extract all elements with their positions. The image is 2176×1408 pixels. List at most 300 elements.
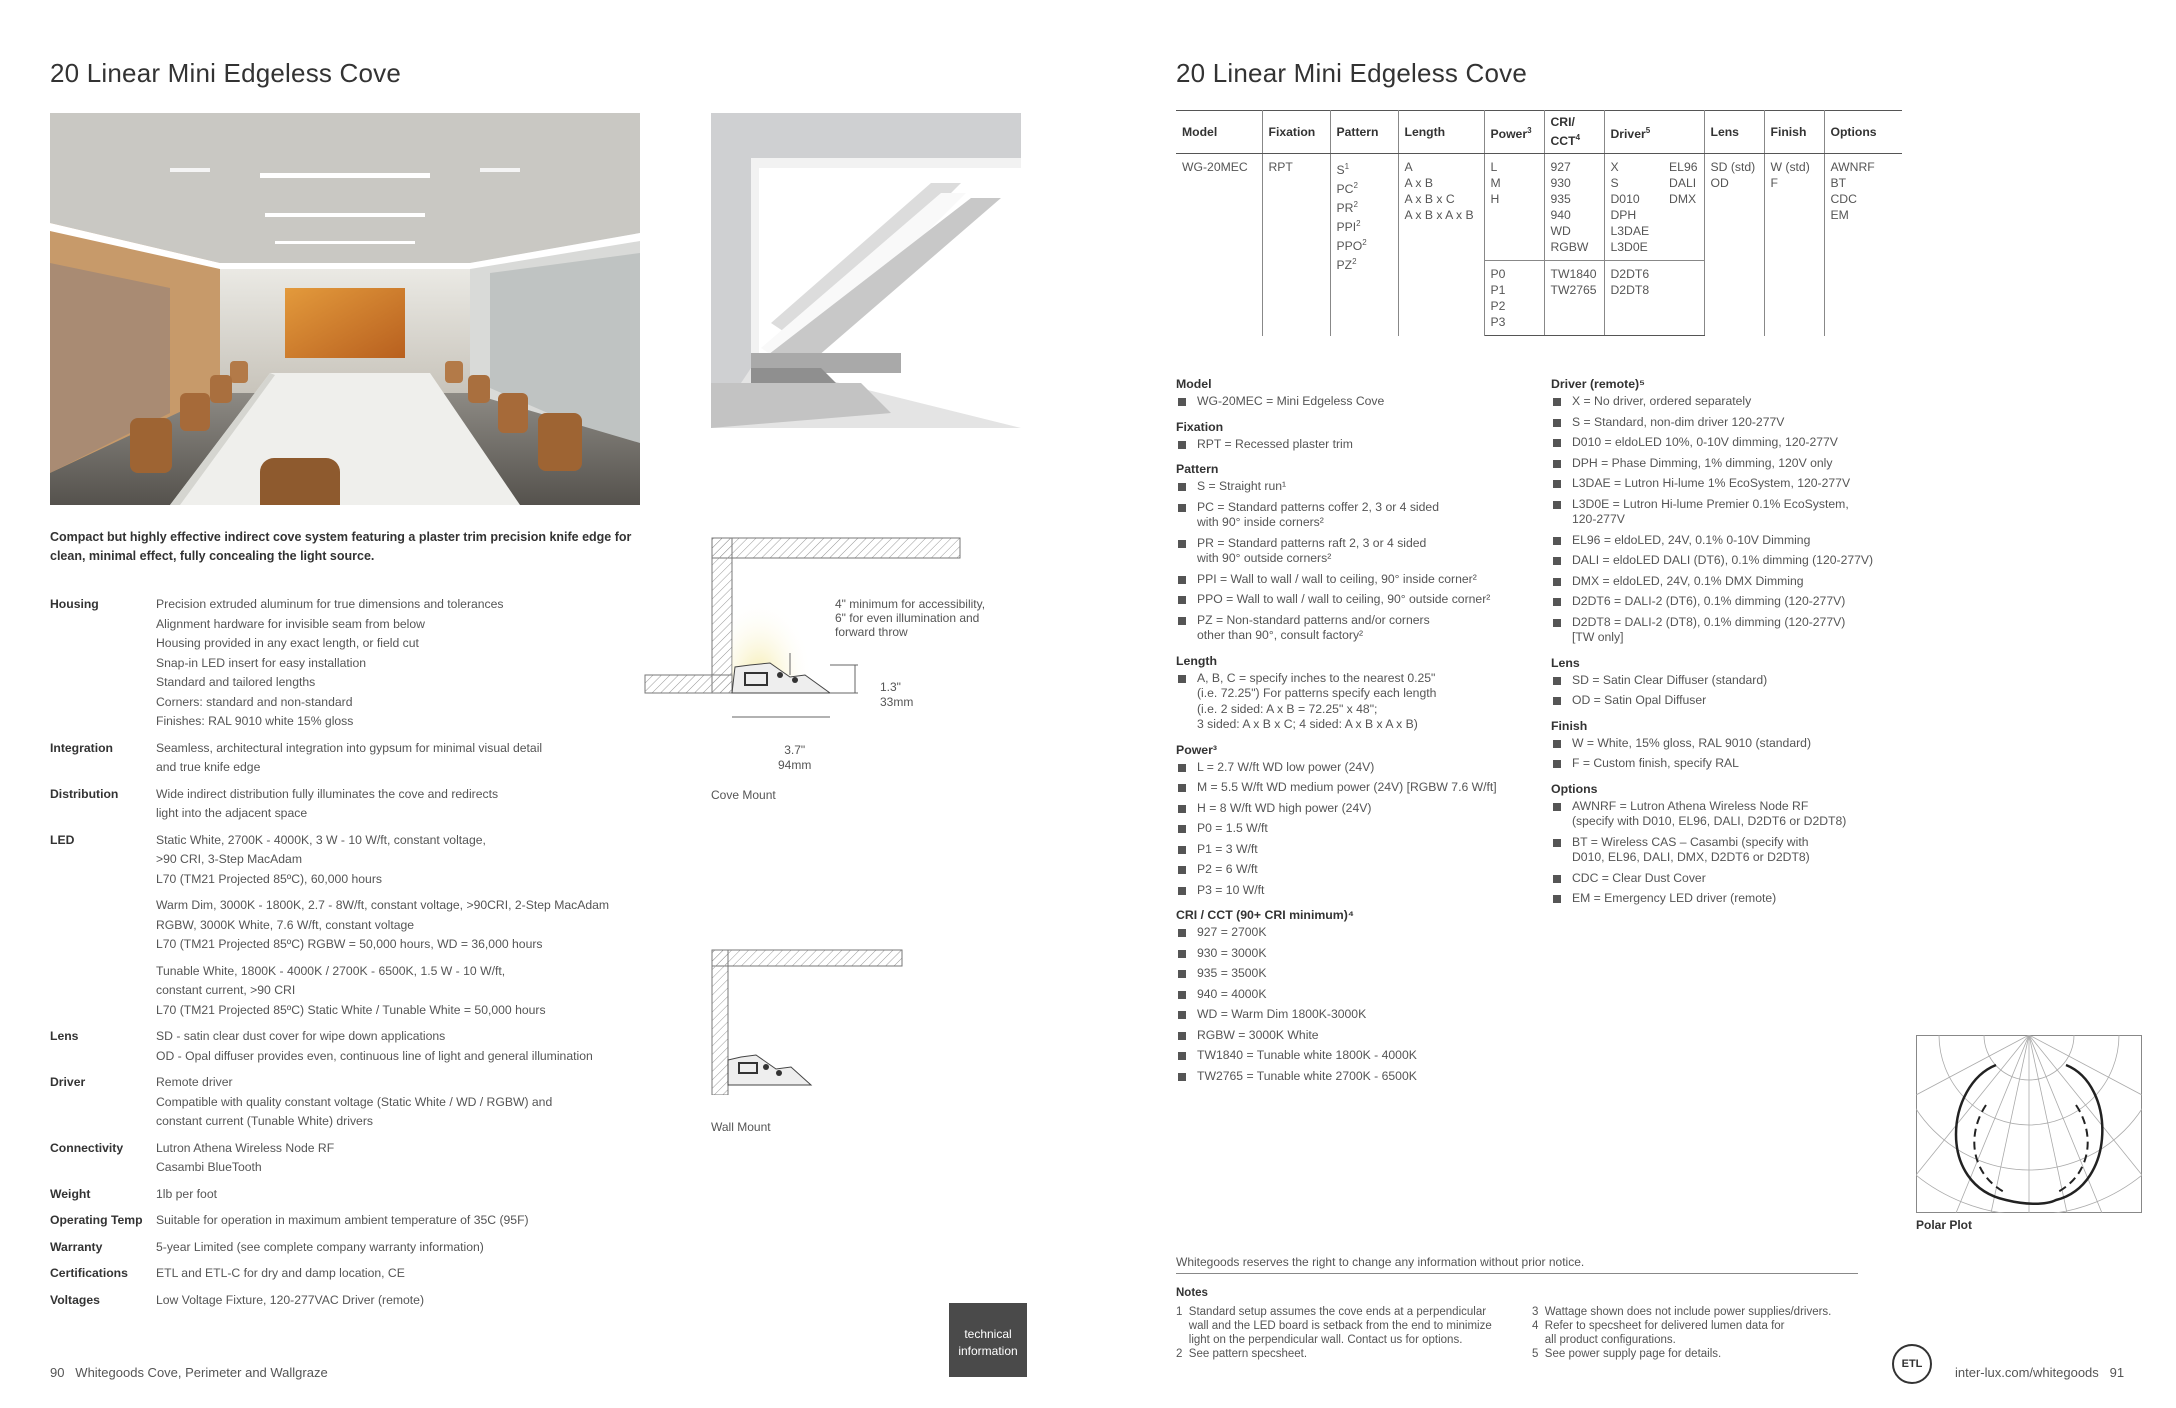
spec-line: Standard and tailored lengths	[156, 675, 316, 689]
bullet-square-icon	[1178, 887, 1186, 895]
table-header	[1764, 111, 1824, 154]
spec-label: Weight	[50, 1186, 91, 1201]
option-item-text: PZ = Non-standard patterns and/or corners other than 90°, consult factory²	[1197, 612, 1430, 642]
spec-row	[50, 1027, 650, 1066]
cell-model: WG-20MEC	[1176, 154, 1262, 336]
footnote-marker: 5	[1645, 125, 1651, 135]
bullet-square-icon	[1178, 617, 1186, 625]
spec-line	[156, 955, 650, 962]
spec-row	[50, 831, 650, 1021]
option-item-text: A, B, C = specify inches to the nearest 0.25" (i.e. 72.25") For patterns specify each length (i.e. 2 sided: A x B = 72.25" x 48"; 3 sided: A x B x C; 4 sided: A x B x A x B)	[1197, 670, 1437, 731]
option-section	[1551, 377, 1911, 646]
bullet-square-icon	[1178, 866, 1186, 874]
spec-row	[50, 595, 650, 732]
bullet-square-icon	[1178, 576, 1186, 584]
pattern-code	[1337, 197, 1392, 216]
option-section	[1551, 782, 1911, 907]
option-item	[1176, 536, 1536, 567]
option-item	[1551, 394, 1911, 410]
bullet-square-icon	[1178, 970, 1186, 978]
table-header-label: Length	[1404, 124, 1446, 139]
option-item	[1551, 435, 1911, 451]
bullet-square-icon	[1553, 619, 1561, 627]
table-header-label: Lens	[1710, 124, 1739, 139]
spec-label: Connectivity	[50, 1140, 124, 1155]
option-item	[1176, 592, 1536, 608]
spec-value	[156, 1238, 650, 1258]
option-section	[1551, 719, 1911, 772]
option-item	[1176, 862, 1536, 878]
cove-mount-drawing	[640, 535, 1040, 755]
cell-driver-a	[1604, 154, 1704, 261]
option-item-text: EL96 = eldoLED, 24V, 0.1% 0-10V Dimming	[1572, 532, 1811, 547]
option-item-text: P3 = 10 W/ft	[1197, 882, 1265, 897]
bullet-square-icon	[1553, 557, 1561, 565]
option-item	[1176, 821, 1536, 837]
polar-plot	[1916, 1035, 2142, 1213]
spec-line	[156, 889, 650, 896]
option-section-heading: Model	[1176, 377, 1212, 391]
bullet-square-icon	[1178, 504, 1186, 512]
spec-value	[156, 831, 650, 1021]
spec-row	[50, 1185, 650, 1205]
cell-lens: SD (std) OD	[1704, 154, 1764, 336]
cell-finish: W (std) F	[1764, 154, 1824, 336]
option-item-text: L3D0E = Lutron Hi-lume Premier 0.1% EcoSystem, 120-277V	[1572, 496, 1849, 526]
option-item	[1176, 1028, 1536, 1044]
cell-cri-a: 927 930 935 940 WD RGBW	[1544, 154, 1604, 261]
pattern-code-label: PR	[1336, 201, 1354, 216]
pattern-code-label: S	[1336, 163, 1345, 178]
option-section-heading: CRI / CCT (90+ CRI minimum)⁴	[1176, 908, 1354, 922]
bullet-square-icon	[1553, 895, 1561, 903]
option-section	[1176, 420, 1536, 453]
option-item	[1176, 1048, 1536, 1064]
option-section-heading: Pattern	[1176, 462, 1219, 476]
intro-text: Compact but highly effective indirect cove system featuring a plaster trim precision knife edge for clean, minimal effect, fully concealing the light source.	[50, 530, 632, 563]
footnote-marker: 2	[1352, 257, 1357, 267]
spec-line: >90 CRI, 3-Step MacAdam	[156, 852, 302, 866]
option-item	[1551, 799, 1911, 830]
bullet-square-icon	[1553, 578, 1561, 586]
option-item	[1176, 479, 1536, 495]
spec-row	[50, 739, 650, 778]
ordering-table	[1176, 110, 1902, 336]
footnote-marker: 3	[1527, 125, 1532, 135]
spec-row	[50, 1238, 650, 1258]
option-item-text: L = 2.7 W/ft WD low power (24V)	[1197, 759, 1375, 774]
cove-width-dimension: 3.7" 94mm	[778, 743, 812, 772]
table-header-label: Fixation	[1268, 124, 1316, 139]
spec-line: Low Voltage Fixture, 120-277VAC Driver (remote)	[156, 1292, 425, 1307]
options-column-right	[1551, 377, 1911, 917]
table-header	[1262, 111, 1330, 154]
spec-value	[156, 1185, 650, 1205]
table-header	[1330, 111, 1398, 154]
bullet-square-icon	[1178, 596, 1186, 604]
option-item-text: D2DT8 = DALI-2 (DT8), 0.1% dimming (120-277V) [TW only]	[1572, 614, 1846, 644]
spec-line: 5-year Limited (see complete company warranty information)	[156, 1239, 484, 1254]
option-item	[1176, 966, 1536, 982]
spec-row	[50, 785, 650, 824]
pattern-code-label: PPI	[1336, 220, 1357, 235]
option-item-text: TW2765 = Tunable white 2700K - 6500K	[1197, 1068, 1417, 1083]
pattern-code-label: PZ	[1336, 258, 1353, 273]
option-item	[1176, 760, 1536, 776]
spec-value	[156, 1073, 650, 1132]
option-section	[1176, 908, 1536, 1084]
option-item	[1176, 613, 1536, 644]
spec-value	[156, 1139, 650, 1178]
etl-logo-text: ETL	[1901, 1358, 1923, 1370]
option-item-text: DPH = Phase Dimming, 1% dimming, 120V only	[1572, 455, 1833, 470]
option-section-heading: Options	[1551, 781, 1598, 796]
spec-value	[156, 1264, 650, 1284]
option-item	[1551, 533, 1911, 549]
option-item-text: H = 8 W/ft WD high power (24V)	[1197, 800, 1372, 815]
bullet-square-icon	[1178, 784, 1186, 792]
wall-mount-caption: Wall Mount	[711, 1120, 771, 1134]
option-item	[1176, 987, 1536, 1003]
spec-line: OD - Opal diffuser provides even, continuous line of light and general illumination	[156, 1048, 593, 1063]
table-header	[1398, 111, 1484, 154]
table-header-label: Model	[1182, 124, 1218, 139]
bullet-square-icon	[1178, 950, 1186, 958]
option-item	[1551, 615, 1911, 646]
bullet-square-icon	[1178, 764, 1186, 772]
option-item	[1176, 437, 1536, 453]
option-section	[1176, 743, 1536, 899]
bullet-square-icon	[1553, 501, 1561, 509]
option-item	[1551, 891, 1911, 907]
table-header-label: Power	[1490, 126, 1528, 141]
right-page-title: 20 Linear Mini Edgeless Cove	[1176, 58, 1528, 88]
option-item-text: EM = Emergency LED driver (remote)	[1572, 891, 1777, 905]
spec-label: Certifications	[50, 1266, 128, 1280]
option-item-text: CDC = Clear Dust Cover	[1572, 870, 1706, 885]
spec-line: Static White, 2700K - 4000K, 3 W - 10 W/ft, constant voltage,	[156, 832, 486, 847]
cell-cri-b: TW1840 TW2765	[1544, 261, 1604, 336]
option-item	[1551, 835, 1911, 866]
bullet-square-icon	[1553, 398, 1561, 406]
bullet-square-icon	[1553, 419, 1561, 427]
spec-row	[50, 1291, 650, 1311]
bullet-square-icon	[1553, 480, 1561, 488]
cell-length: A A x B A x B x C A x B x A x B	[1398, 154, 1484, 336]
spec-line: light into the adjacent space	[156, 806, 308, 820]
bullet-square-icon	[1178, 483, 1186, 491]
footnote-marker: 2	[1353, 181, 1358, 191]
wall-mount-drawing	[711, 945, 911, 1095]
options-column-left	[1176, 377, 1536, 1094]
cove-mount-caption: Cove Mount	[711, 788, 776, 802]
spec-line: Lutron Athena Wireless Node RF	[156, 1140, 335, 1155]
spec-label: Voltages	[50, 1292, 100, 1307]
cell-driver-b: D2DT6 D2DT8	[1604, 261, 1704, 336]
driver-list-a1: X S D010 DPH L3DAE L3D0E	[1610, 160, 1650, 255]
table-header	[1824, 111, 1902, 154]
spec-line: 1lb per foot	[156, 1186, 217, 1201]
option-item-text: P2 = 6 W/ft	[1197, 862, 1258, 876]
spec-line: Alignment hardware for invisible seam from below	[156, 616, 425, 631]
spec-line: Snap-in LED insert for easy installation	[156, 655, 367, 670]
spec-line: Housing provided in any exact length, or field cut	[156, 636, 419, 650]
option-item	[1176, 925, 1536, 941]
option-item	[1176, 1069, 1536, 1085]
option-item	[1176, 394, 1536, 410]
option-item-text: OD = Satin Opal Diffuser	[1572, 693, 1707, 707]
option-item-text: L3DAE = Lutron Hi-lume 1% EcoSystem, 120-277V	[1572, 476, 1851, 490]
spec-line: Remote driver	[156, 1075, 233, 1089]
option-item	[1551, 594, 1911, 610]
option-item-text: DALI = eldoLED DALI (DT6), 0.1% dimming (120-277V)	[1572, 553, 1874, 567]
option-section-heading: Lens	[1551, 655, 1580, 670]
notes-heading: Notes	[1176, 1287, 1208, 1299]
notes-right: 3 Wattage shown does not include power supplies/drivers. 4 Refer to specsheet for delivered lumen data for all product configurations. 5 See power supply page for details.	[1532, 1306, 1832, 1360]
spec-line: Tunable White, 1800K - 4000K / 2700K - 6500K, 1.5 W - 10 W/ft,	[156, 963, 506, 978]
spec-value	[156, 785, 650, 824]
bullet-square-icon	[1178, 398, 1186, 406]
option-item-text: PC = Standard patterns coffer 2, 3 or 4 sided with 90° inside corners²	[1197, 499, 1439, 529]
option-item-text: TW1840 = Tunable white 1800K - 4000K	[1197, 1048, 1417, 1062]
option-item-text: AWNRF = Lutron Athena Wireless Node RF (specify with D010, EL96, DALI, D2DT6 or D2DT8)	[1572, 798, 1847, 828]
spec-value	[156, 1027, 650, 1066]
etl-certification-logo	[1892, 1344, 1932, 1384]
spec-value	[156, 1291, 650, 1311]
table-header	[1176, 111, 1262, 154]
right-footer: inter-lux.com/whitegoods 91	[1955, 1365, 2125, 1380]
option-item-text: S = Straight run¹	[1197, 479, 1287, 493]
spec-line: Casambi BlueTooth	[156, 1160, 262, 1174]
option-item	[1551, 553, 1911, 569]
option-item-text: WG-20MEC = Mini Edgeless Cove	[1197, 394, 1385, 408]
spec-label: Lens	[50, 1029, 79, 1043]
option-section	[1551, 656, 1911, 709]
spec-value	[156, 1211, 650, 1231]
option-section-heading: Length	[1176, 653, 1217, 668]
spec-line: Warm Dim, 3000K - 1800K, 2.7 - 8W/ft, constant voltage, >90CRI, 2-Step MacAdam	[156, 898, 610, 912]
spec-line: L70 (TM21 Projected 85ºC), 60,000 hours	[156, 871, 382, 886]
option-section-heading: Finish	[1551, 718, 1588, 733]
option-item-text: W = White, 15% gloss, RAL 9010 (standard)	[1572, 735, 1812, 750]
bullet-square-icon	[1553, 875, 1561, 883]
table-header-label: Driver	[1610, 126, 1646, 141]
option-item	[1551, 871, 1911, 887]
notes-divider	[1176, 1273, 1858, 1274]
spec-line: and true knife edge	[156, 760, 261, 774]
footnote-marker: 4	[1575, 133, 1581, 142]
cove-clearance-note: 4" minimum for accessibility, 6" for even illumination and forward throw	[835, 597, 986, 639]
pattern-code	[1337, 235, 1392, 254]
bullet-square-icon	[1553, 760, 1561, 768]
spec-row	[50, 1211, 650, 1231]
spec-value	[156, 595, 650, 732]
bullet-square-icon	[1553, 839, 1561, 847]
option-item-text: RGBW = 3000K White	[1197, 1027, 1319, 1042]
table-header	[1484, 111, 1544, 154]
cell-options: AWNRF BT CDC EM	[1830, 160, 1875, 223]
spec-row	[50, 1073, 650, 1132]
spec-line: Finishes: RAL 9010 white 15% gloss	[156, 714, 354, 728]
option-item-text: M = 5.5 W/ft WD medium power (24V) [RGBW 7.6 W/ft]	[1197, 780, 1497, 794]
option-section-heading: Power³	[1176, 742, 1217, 757]
option-item	[1176, 801, 1536, 817]
pattern-code	[1337, 216, 1392, 235]
option-item	[1176, 572, 1536, 588]
spec-value	[156, 739, 650, 778]
spec-label: Integration	[50, 740, 113, 755]
bullet-square-icon	[1553, 537, 1561, 545]
pattern-code-label: PPO	[1336, 239, 1363, 254]
spec-line: Corners: standard and non-standard	[156, 694, 353, 709]
option-item	[1176, 500, 1536, 531]
option-item	[1551, 673, 1911, 689]
left-page-title: 20 Linear Mini Edgeless Cove	[50, 58, 402, 88]
spec-line: constant current (Tunable White) drivers	[156, 1114, 373, 1128]
option-item	[1176, 780, 1536, 796]
bullet-square-icon	[1553, 803, 1561, 811]
option-item	[1551, 736, 1911, 752]
spec-line: L70 (TM21 Projected 85ºC) RGBW = 50,000 hours, WD = 36,000 hours	[156, 937, 543, 951]
option-item-text: 940 = 4000K	[1197, 986, 1267, 1001]
spec-label: Housing	[50, 597, 99, 611]
spec-label: Operating Temp	[50, 1213, 143, 1227]
option-item	[1551, 756, 1911, 772]
bullet-square-icon	[1553, 439, 1561, 447]
option-section-heading: Driver (remote)⁵	[1551, 377, 1645, 391]
option-item-text: PR = Standard patterns raft 2, 3 or 4 sided with 90° outside corners²	[1197, 535, 1427, 565]
option-item-text: PPI = Wall to wall / wall to ceiling, 90° inside corner²	[1197, 571, 1477, 586]
option-item-text: RPT = Recessed plaster trim	[1197, 436, 1353, 451]
bullet-square-icon	[1553, 677, 1561, 685]
option-item	[1551, 693, 1911, 709]
option-item-text: 930 = 3000K	[1197, 945, 1267, 960]
cell-power-b: P0 P1 P2 P3	[1484, 261, 1544, 336]
option-item-text: S = Standard, non-dim driver 120-277V	[1572, 414, 1785, 429]
option-item-text: P1 = 3 W/ft	[1197, 841, 1258, 856]
spec-line: Seamless, architectural integration into gypsum for minimal visual detail	[156, 740, 543, 755]
bullet-square-icon	[1178, 929, 1186, 937]
pattern-code-label: PC	[1336, 182, 1354, 197]
option-section-heading: Fixation	[1176, 419, 1224, 434]
option-item-text: 935 = 3500K	[1197, 966, 1267, 980]
cove-height-dimension: 1.3" 33mm	[880, 680, 914, 709]
cell-pattern	[1330, 154, 1398, 336]
cell-fixation: RPT	[1262, 154, 1330, 336]
spec-label: LED	[50, 832, 75, 847]
spec-line: L70 (TM21 Projected 85ºC) Static White / Tunable White = 50,000 hours	[156, 1002, 546, 1017]
spec-line: SD - satin clear dust cover for wipe down applications	[156, 1029, 446, 1043]
option-section	[1176, 377, 1536, 410]
spec-row	[50, 1139, 650, 1178]
spec-line: RGBW, 3000K White, 7.6 W/ft, constant voltage	[156, 917, 415, 932]
pattern-code	[1337, 178, 1392, 197]
spec-line: Compatible with quality constant voltage (Static White / WD / RGBW) and	[156, 1094, 553, 1109]
bullet-square-icon	[1553, 740, 1561, 748]
spec-list	[50, 595, 650, 1317]
option-item	[1551, 574, 1911, 590]
option-item-text: X = No driver, ordered separately	[1572, 394, 1752, 408]
option-item	[1551, 497, 1911, 528]
option-item	[1551, 476, 1911, 492]
bullet-square-icon	[1553, 598, 1561, 606]
option-item-text: DMX = eldoLED, 24V, 0.1% DMX Dimming	[1572, 573, 1804, 588]
option-item-text: SD = Satin Clear Diffuser (standard)	[1572, 672, 1768, 687]
table-header	[1704, 111, 1764, 154]
footnote-marker: 2	[1353, 200, 1358, 210]
option-section	[1176, 462, 1536, 644]
option-item-text: 927 = 2700K	[1197, 925, 1267, 939]
spec-line: Wide indirect distribution fully illuminates the cove and redirects	[156, 786, 499, 801]
bullet-square-icon	[1178, 825, 1186, 833]
option-item-text: WD = Warm Dim 1800K-3000K	[1197, 1007, 1367, 1021]
option-section	[1176, 654, 1536, 733]
bullet-square-icon	[1178, 991, 1186, 999]
bullet-square-icon	[1178, 540, 1186, 548]
bullet-square-icon	[1178, 441, 1186, 449]
option-item-text: F = Custom finish, specify RAL	[1572, 756, 1739, 770]
bullet-square-icon	[1178, 1032, 1186, 1040]
spec-row	[50, 1264, 650, 1284]
option-item-text: D010 = eldoLED 10%, 0-10V dimming, 120-277V	[1572, 435, 1838, 449]
table-header-label: Pattern	[1336, 124, 1379, 139]
profile-render	[711, 113, 1021, 428]
spec-label: Driver	[50, 1075, 86, 1089]
polar-plot-caption: Polar Plot	[1916, 1218, 1973, 1232]
table-header-label: Options	[1830, 124, 1877, 139]
driver-list-a2: EL96 DALI DMX	[1669, 160, 1698, 207]
pattern-code	[1337, 159, 1392, 178]
table-header	[1544, 111, 1604, 154]
footnote-marker: 1	[1344, 162, 1350, 172]
bullet-square-icon	[1178, 805, 1186, 813]
technical-information-tab[interactable]: technical information	[949, 1303, 1027, 1377]
option-item-text: BT = Wireless CAS – Casambi (specify with D010, EL96, DALI, DMX, D2DT6 or D2DT8)	[1572, 834, 1810, 864]
table-header	[1604, 111, 1704, 154]
pattern-code	[1337, 254, 1392, 273]
bullet-square-icon	[1178, 675, 1186, 683]
option-item	[1551, 456, 1911, 472]
bullet-square-icon	[1553, 460, 1561, 468]
disclaimer: Whitegoods reserves the right to change any information without prior notice.	[1176, 1255, 1585, 1269]
cell-power-a: L M H	[1484, 154, 1544, 261]
option-item	[1176, 883, 1536, 899]
bullet-square-icon	[1553, 697, 1561, 705]
conference-room-photo	[50, 113, 640, 505]
table-header-label: Finish	[1770, 124, 1807, 139]
option-item	[1176, 946, 1536, 962]
left-footer: 90 Whitegoods Cove, Perimeter and Wallgraze	[50, 1365, 328, 1380]
option-item	[1176, 842, 1536, 858]
option-item-text: D2DT6 = DALI-2 (DT6), 0.1% dimming (120-277V)	[1572, 594, 1846, 608]
bullet-square-icon	[1178, 1073, 1186, 1081]
bullet-square-icon	[1178, 1011, 1186, 1019]
table-header-label: CRI/ CCT	[1550, 115, 1576, 149]
option-item	[1176, 671, 1536, 733]
option-item	[1176, 1007, 1536, 1023]
footnote-marker: 2	[1356, 219, 1361, 229]
bullet-square-icon	[1178, 846, 1186, 854]
spec-line: constant current, >90 CRI	[156, 983, 296, 997]
option-item-text: PPO = Wall to wall / wall to ceiling, 90° outside corner²	[1197, 592, 1491, 606]
option-item-text: P0 = 1.5 W/ft	[1197, 821, 1268, 835]
spec-label: Distribution	[50, 786, 119, 801]
notes-left: 1 Standard setup assumes the cove ends at a perpendicular wall and the LED board is setback from the end to minimize light on the perpendicular wall. Contact us for options. 2 See pattern specsheet.	[1176, 1306, 1492, 1360]
spec-line: ETL and ETL-C for dry and damp location, CE	[156, 1266, 405, 1280]
bullet-square-icon	[1178, 1052, 1186, 1060]
footnote-marker: 2	[1362, 238, 1367, 248]
spec-label: Warranty	[50, 1239, 103, 1254]
